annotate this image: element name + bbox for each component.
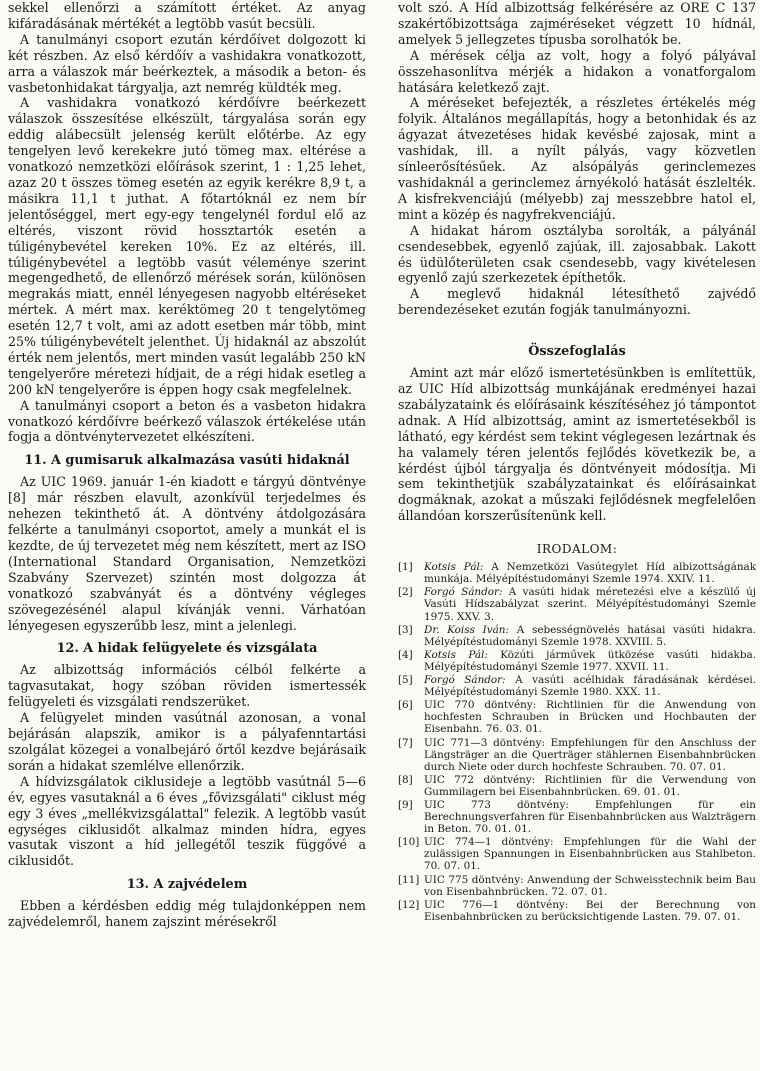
reference-item [398, 874, 756, 898]
reference-text: A sebességnövelés hatásai vasúti hidakra. Mélyépítéstudományi Szemle 1978. XXVIII. 5. [424, 623, 756, 648]
paragraph: A felügyelet minden vasútnál azonosan, a vonal bejárásán alapszik, amikor is a pályafenntartási szolgálat közegei a vonalbejáró őrtől kezdve bejárásaik során a hidakat szemlélve ellenőrzik. [8, 710, 366, 773]
reference-author: Kotsis Pál: [424, 561, 484, 574]
reference-item [398, 774, 756, 798]
paragraph: A mérések célja az volt, hogy a folyó pályával összehasonlítva mérjék a hidakon a vonatforgalom hatására keletkező zajt. [398, 47, 756, 95]
reference-text: UIC 776—1 döntvény: Bei der Berechnung von Eisenbahnbrücken zu berücksichtigende Lasten. 79. 07. 01. [424, 898, 756, 923]
reference-number: [10] [398, 836, 420, 849]
reference-number: [11] [398, 873, 420, 886]
reference-text: A Nemzetközi Vasútegylet Híd albizottságának munkája. Mélyépítéstudományi Szemle 1974. XXIV. 11. [424, 561, 756, 586]
reference-text: A vasúti acélhidak fáradásának kérdései. Mélyépítéstudományi Szemle 1980. XXX. 11. [424, 674, 756, 699]
reference-number: [7] [398, 736, 413, 749]
reference-number: [6] [398, 699, 413, 712]
section-heading-11: 11. A gumisaruk alkalmazása vasúti hidaknál [24, 453, 350, 469]
paragraph: Az UIC 1969. január 1-én kiadott e tárgyú döntvénye [8] már részben elavult, azonkívül terjedelmes és nehezen tekinthető át. A döntvény átdolgozására felkérte a tanulmányi csoportot, amely a munkát el is kezdte, de új tervezetet még nem készített, mert az ISO (International Standard Organisation, Nemzetközi Szabvány Szervezet) szintén most dolgozza át vonatkozó szabványát és a döntvény végleges szövegezésénél alapul kívánják venni. Várhatóan lényegesen egyszerűbb lesz, mint a jelenlegi. [8, 474, 366, 633]
reference-number: [1] [398, 561, 413, 574]
reference-item [398, 674, 756, 698]
reference-number: [4] [398, 648, 413, 661]
reference-text: UIC 771—3 döntvény: Empfehlungen für den Anschluss der Längsträger an die Querträger stählernen Eisenbahnbrücken durch Niete oder durch hochfeste Schrauben. 70. 07. 01. [424, 736, 756, 773]
reference-author: Forgó Sándor: [424, 674, 506, 687]
paragraph: A hidakat három osztályba sorolták, a pályánál csendesebbek, egyenlő zajúak, ill. zajosabbak. Lakott és üdülőterületen csak csendesebb, vagy kivételesen egyenlő zajú szerkezetek építhetők. [398, 222, 756, 286]
reference-list [398, 561, 756, 923]
paragraph: Ebben a kérdésben eddig még tulajdonképpen nem zajvédelemről, hanem zajszint mérésekről [8, 898, 366, 930]
reference-item [398, 561, 756, 585]
reference-item [398, 624, 756, 648]
paragraph: A tanulmányi csoport a beton és a vasbeton hidakra vonatkozó kérdőívre beérkező válaszok értékelése után fogja a döntvénytervezetet elkészíteni. [8, 397, 366, 445]
reference-text: A vasúti hidak méretezési elve a készülő új Vasúti Hídszabályzat szerint. Mélyépítéstudományi Szemle 1975. XXV. 3. [424, 586, 756, 623]
reference-text: UIC 773 döntvény: Empfehlungen für ein Berechnungsverfahren für Eisenbahnbrücken aus Walzträgern in Beton. 70. 01. 01. [424, 798, 756, 836]
section-heading-12: 12. A hidak felügyelete és vizsgálata [56, 641, 318, 657]
reference-text: UIC 775 döntvény: Anwendung der Schweisstechnik beim Bau von Eisenbahnbrücken. 72. 07. 01. [424, 873, 756, 898]
paragraph: A méréseket befejezték, a részletes értékelés még folyik. Általános megállapítás, hogy a betonhidak és az ágyazat átvezetéses hidak kevésbé zajosak, mint a vashidak, ill. a nyílt pályás, vagy közvetlen sínleerősítésűek. Az alsópályás gerinclemezes vashidaknál a gerinclemez árnyékoló hatását észlelték. A kisfrekvenciájú (mélyebb) zaj messzebbre hatol el, mint a közép és nagyfrekvenciájú. [398, 95, 756, 222]
reference-item [398, 649, 756, 673]
reference-number: [12] [398, 898, 420, 911]
left-column [8, 0, 366, 1071]
paragraph: Az albizottság információs célból felkérte a tagvasutakat, hogy szóban röviden ismertessék felügyeleti és vizsgálati rendszerüket. [8, 662, 366, 710]
reference-item [398, 899, 756, 923]
right-column [398, 0, 756, 1071]
paragraph: A vashidakra vonatkozó kérdőívre beérkezett válaszok összesítése elkészült, tárgyalása során egy eddig alábecsült jelenség került előtérbe. Az egy tengelyen levő kerekekre jutó tömeg max. eltérése a vonatkozó nemzetközi előírások szerint, 1 : 1,25 lehet, azaz 20 t összes tömeg esetén az egyik kerékre 8,9 t, a másikra 11,1 t juthat. A főtartóknál ez nem bír jelentőséggel, mert egy-egy tengelynél fordul elő az eltérés, viszont rövid hossztartók esetén a túligénybevétel kereken 10%. Ez az eltérés, ill. túligénybevétel a legtöbb vasút véleménye szerint megengedhető, de ellenőrző mérések során, különösen megrakás miatt, ennél lényegesen nagyobb eltéréseket mértek. A mért max. keréktömeg 20 t tengelytömeg esetén 12,7 t volt, ami az adott esetben már több, mint 25% túligénybevételt jelenthet. Új hidaknál az abszolút érték nem jelentős, mert minden vasút legalább 250 kN tengelyerőre méretezi hídjait, de a régi hidak esetleg a 200 kN tengelyerőre is éppen hogy csak megfelelnek. [8, 95, 366, 397]
reference-number: [8] [398, 773, 413, 786]
paragraph: A tanulmányi csoport ezután kérdőívet dolgozott ki két részben. Az első kérdőív a vashidakra vonatkozott, arra a válaszok már beérkeztek, a második a beton- és vasbetonhidakat tárgyalja, azt nemrég küldték meg. [8, 31, 366, 95]
paragraph: Amint azt már előző ismertetésünkben is említettük, az UIC Híd albizottság munkájának eredményei hazai szabályzataink és előírásaink készítéséhez jó támpontot adnak. A Híd albizottság, amint az ismertetésekből is látható, egy kérdést sem tekint véglegesen lezártnak és ha valamely téren jelentős fejlődés következik be, a kérdést újból tárgyalja és döntvényeit módosítja. Mi sem tekinthetjük szabályzatainkat és előírásainkat dogmáknak, azokat a műszaki fejlődésnek megfelelően állandóan korszerűsítenünk kell. [398, 365, 756, 524]
reference-number: [9] [398, 798, 413, 811]
paragraph: volt szó. A Híd albizottság felkérésére az ORE C 137 szakértőbizottsága zajméréseket végzett 10 hídnál, amelyek 5 jellegzetes típusba sorolhatók be. [398, 0, 756, 47]
paragraph: A hídvizsgálatok ciklusideje a legtöbb vasútnál 5—6 év, egyes vasutaknál a 6 éves „fővizsgálati" ciklust még egy 3 éves „mellékvizsgálattal" felezik. A legtöbb vasút egységes ciklusidőt alkalmaz minden hídra, egyes vasutak viszont a híd jellegétől teszik függővé a ciklusidőt. [8, 773, 366, 869]
reference-item [398, 737, 756, 773]
reference-item [398, 799, 756, 835]
reference-item [398, 699, 756, 735]
section-heading-13: 13. A zajvédelem [126, 877, 248, 893]
reference-item [398, 836, 756, 872]
reference-text: UIC 772 döntvény: Richtlinien für die Verwendung von Gummilagern bei Eisenbahnbrücken. 69. 01. 01. [424, 773, 756, 798]
reference-author: Forgó Sándor: [424, 586, 503, 599]
reference-number: [2] [398, 586, 413, 599]
reference-number: [5] [398, 674, 413, 687]
summary-heading: Összefoglalás [528, 344, 626, 360]
reference-text: Közúti járművek ütközése vasúti hidakba. Mélyépítéstudományi Szemle 1977. XXVII. 11. [424, 648, 756, 673]
reference-author: Dr. Koiss Iván: [424, 623, 510, 636]
paragraph: A meglevő hidaknál létesíthető zajvédő berendezéseket ezután fogják tanulmányozni. [398, 286, 756, 318]
reference-text: UIC 770 döntvény: Richtlinien für die Anwendung von hochfesten Schrauben in Brücken und Hochbauten der Eisenbahn. 76. 03. 01. [424, 699, 756, 736]
reference-author: Kotsis Pál: [424, 648, 488, 661]
paragraph: sekkel ellenőrzi a számított értéket. Az anyag kifáradásának mértékét a legtöbb vasút becsüli. [8, 0, 366, 31]
references-heading: IRODALOM: [536, 542, 618, 557]
reference-text: UIC 774—1 döntvény: Empfehlungen für die Wahl der zulässigen Spannungen in Eisenbahnbrücken aus Stahlbeton. 70. 07. 01. [424, 836, 756, 873]
reference-item [398, 586, 756, 622]
reference-number: [3] [398, 623, 413, 636]
